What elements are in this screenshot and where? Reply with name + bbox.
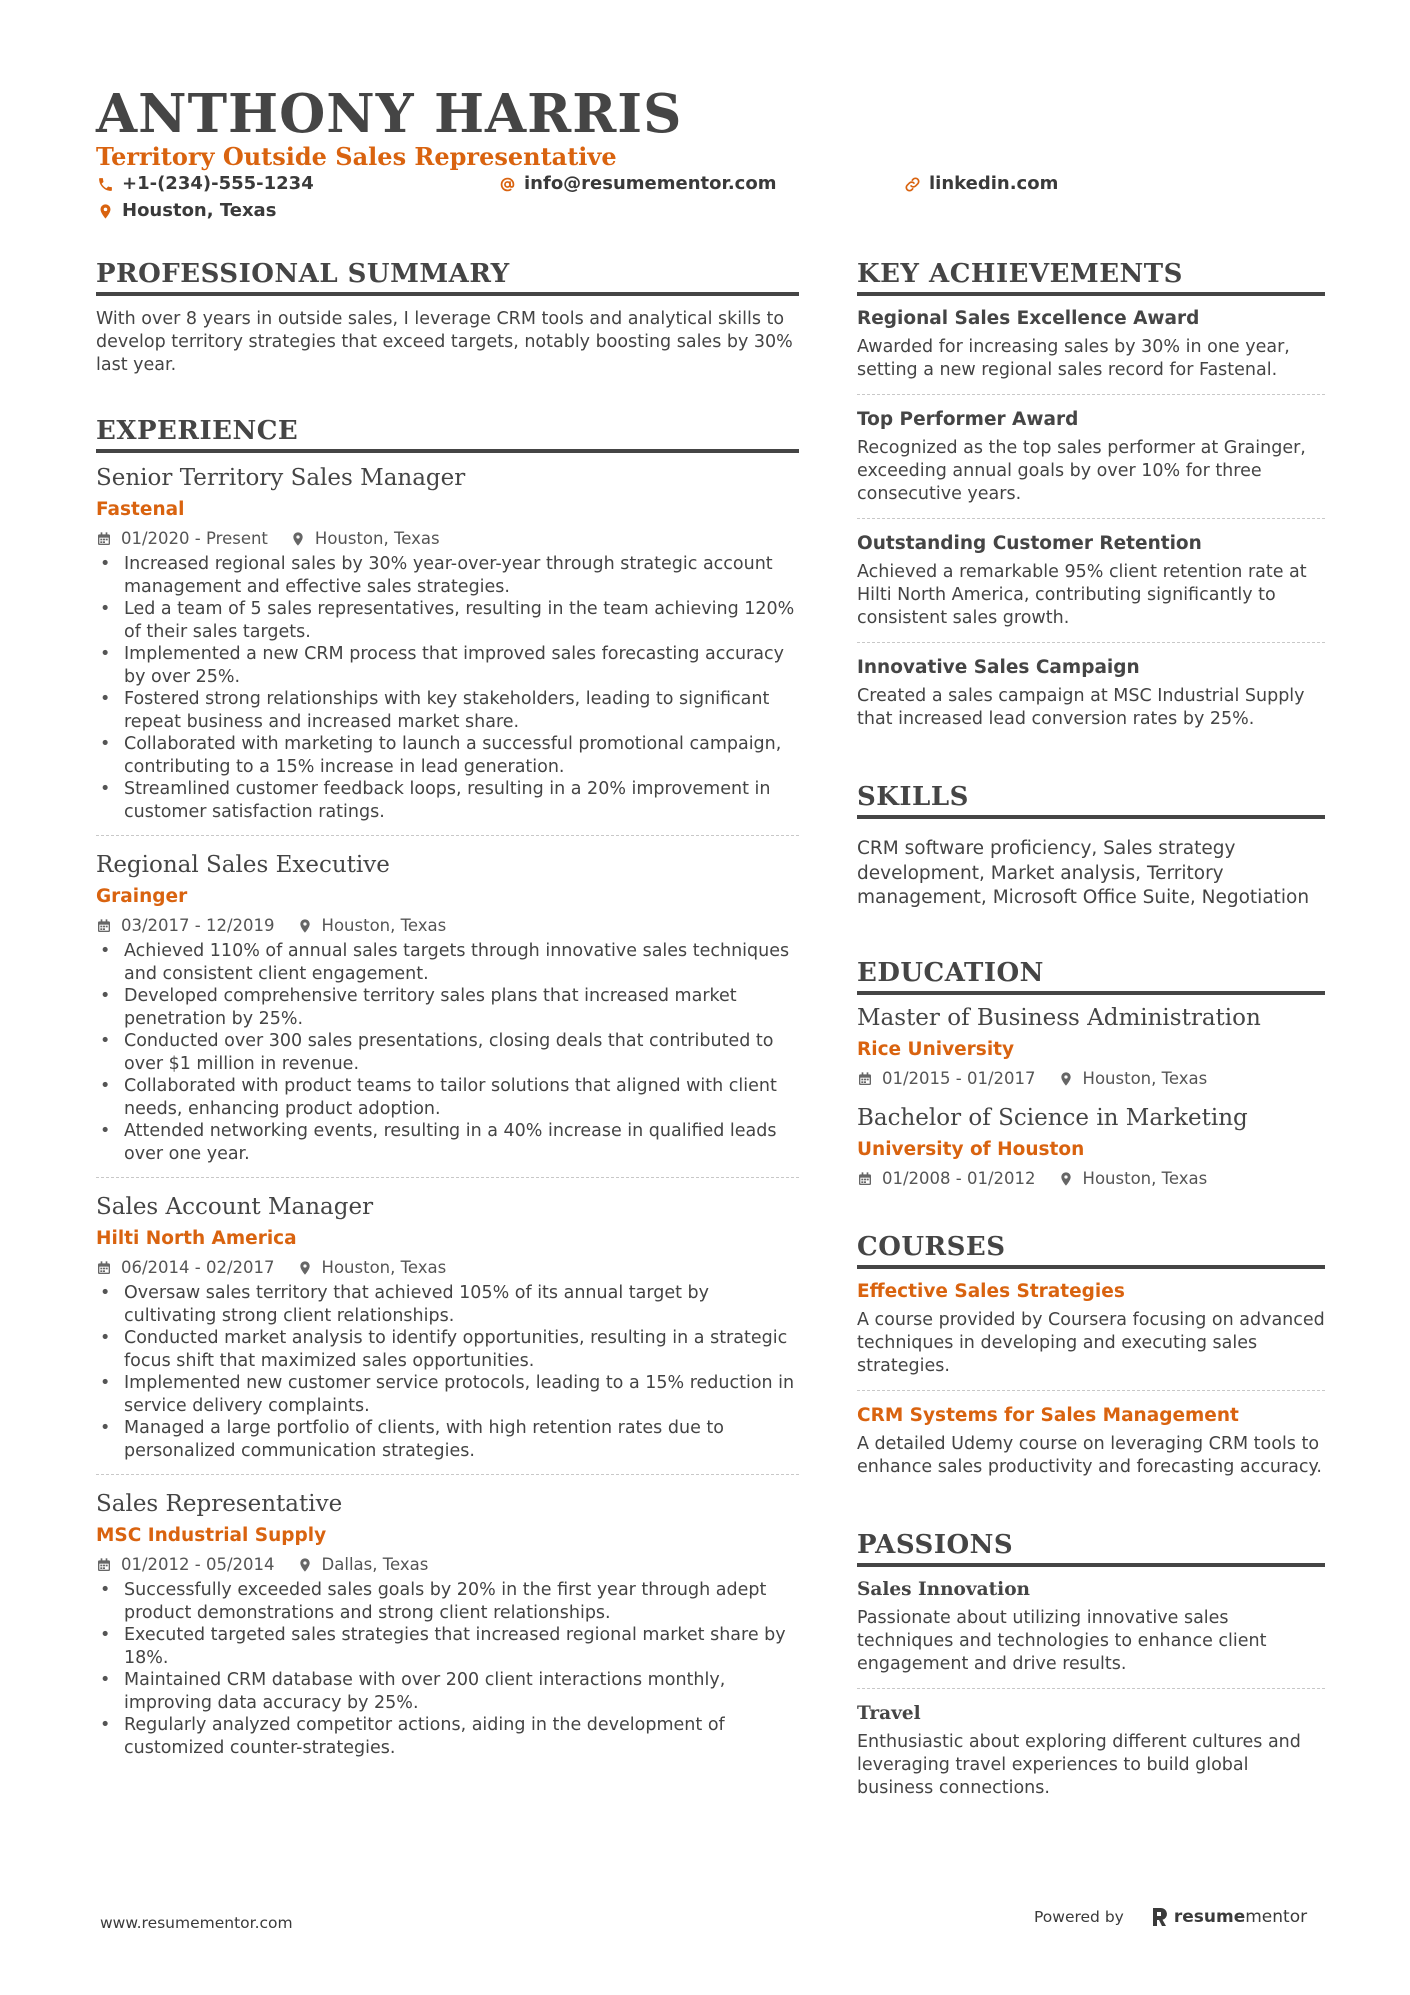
phone-icon	[96, 175, 114, 193]
achievements-section	[857, 258, 1325, 743]
courses-heading: COURSES	[857, 1231, 1325, 1269]
calendar-icon	[857, 1171, 873, 1187]
passion-text: Passionate about utilizing innovative sales techniques and technologies to enhance client engagement and drive results.	[857, 1607, 1267, 1674]
job-bullets	[96, 940, 799, 1165]
job-location	[290, 527, 440, 551]
job-company: Fastenal	[96, 499, 185, 520]
job-bullets	[96, 1579, 799, 1759]
degree-title: Master of Business Administration	[857, 1004, 1261, 1031]
location-text: Houston, Texas	[122, 200, 277, 221]
bullet-item: • Implemented a new CRM process that improved sales forecasting accuracy by over 25%.	[96, 643, 799, 688]
passions-heading: PASSIONS	[857, 1529, 1325, 1567]
footer-powered	[1034, 1907, 1307, 1927]
education-entry	[857, 995, 1325, 1097]
education-location	[1058, 1067, 1208, 1091]
left-column	[96, 258, 799, 1771]
skills-section	[857, 781, 1325, 911]
achievement-text: Achieved a remarkable 95% client retention rate at Hilti North America, contributing significantly to consistent sales growth.	[857, 562, 1307, 628]
powered-by-text: Powered by	[1034, 1908, 1124, 1926]
contact-location	[96, 199, 276, 223]
job-dates-text: 03/2017 - 12/2019	[121, 916, 275, 935]
achievement-item	[857, 296, 1325, 395]
job-location	[297, 1553, 429, 1577]
job-company: Hilti North America	[96, 1228, 297, 1249]
at-sign-icon	[498, 175, 516, 193]
job-dates	[96, 1256, 275, 1280]
summary-section	[96, 258, 799, 377]
bullet-item: • Managed a large portfolio of clients, with high retention rates due to personalized communication strategies.	[96, 1417, 799, 1462]
candidate-name: ANTHONY HARRIS	[96, 83, 683, 145]
calendar-icon	[96, 1260, 112, 1276]
job-dates-text: 01/2012 - 05/2014	[121, 1555, 275, 1574]
courses-section	[857, 1231, 1325, 1491]
achievement-title: Outstanding Customer Retention	[857, 533, 1202, 554]
bullet-item: • Successfully exceeded sales goals by 20% in the first year through adept product demonstrations and strong client relationships.	[96, 1579, 799, 1624]
job-entry	[96, 1178, 799, 1475]
achievement-title: Top Performer Award	[857, 409, 1079, 430]
achievement-text: Recognized as the top sales performer at Grainger, exceeding annual goals by over 10% for three consecutive years.	[857, 438, 1306, 504]
map-pin-icon	[1058, 1071, 1074, 1087]
job-location-text: Houston, Texas	[314, 529, 440, 548]
job-bullets	[96, 553, 799, 823]
achievement-text: Created a sales campaign at MSC Industrial Supply that increased lead conversion rates by 25%.	[857, 686, 1305, 729]
education-dates	[857, 1167, 1036, 1191]
job-location-text: Houston, Texas	[321, 916, 447, 935]
school-name: Rice University	[857, 1038, 1015, 1060]
education-dates-text: 01/2015 - 01/2017	[882, 1068, 1036, 1088]
contact-email[interactable]	[498, 172, 776, 196]
bullet-item: • Regularly analyzed competitor actions, aiding in the development of customized counter-strategies.	[96, 1714, 799, 1759]
job-location-text: Houston, Texas	[321, 1258, 447, 1277]
linkedin-text: linkedin.com	[929, 173, 1059, 194]
education-dates-text: 01/2008 - 01/2012	[882, 1168, 1036, 1188]
education-heading: EDUCATION	[857, 957, 1325, 995]
job-location	[297, 1256, 447, 1280]
skills-heading: SKILLS	[857, 781, 1325, 819]
achievements-heading: KEY ACHIEVEMENTS	[857, 258, 1325, 296]
bullet-item: • Developed comprehensive territory sales plans that increased market penetration by 25%.	[96, 985, 799, 1030]
job-title: Regional Sales Executive	[96, 852, 390, 878]
map-pin-icon	[297, 1260, 313, 1276]
calendar-icon	[96, 1557, 112, 1573]
job-dates	[96, 1553, 275, 1577]
achievement-item	[857, 519, 1325, 643]
email-text: info@resumementor.com	[524, 173, 777, 194]
right-column	[857, 258, 1325, 1812]
passions-section	[857, 1529, 1325, 1812]
education-location-text: Houston, Texas	[1082, 1068, 1208, 1088]
education-section	[857, 957, 1325, 1203]
map-pin-icon	[290, 531, 306, 547]
achievement-item	[857, 643, 1325, 743]
summary-heading: PROFESSIONAL SUMMARY	[96, 258, 799, 296]
course-item	[857, 1391, 1325, 1491]
bullet-item: • Collaborated with marketing to launch a successful promotional campaign, contributing to a 15% increase in lead generation.	[96, 733, 799, 778]
job-entry	[96, 1475, 799, 1771]
education-location-text: Houston, Texas	[1082, 1168, 1208, 1188]
bullet-item: • Implemented new customer service protocols, leading to a 15% reduction in service delivery complaints.	[96, 1372, 799, 1417]
job-dates	[96, 914, 275, 938]
map-pin-icon	[297, 1557, 313, 1573]
bullet-item: • Achieved 110% of annual sales targets through innovative sales techniques and consistent client engagement.	[96, 940, 799, 985]
education-location	[1058, 1167, 1208, 1191]
passion-item	[857, 1567, 1325, 1689]
course-text: A course provided by Coursera focusing on advanced techniques in developing and executing sales strategies.	[857, 1309, 1325, 1376]
map-pin-icon	[1058, 1171, 1074, 1187]
education-meta	[857, 1067, 1325, 1091]
bullet-item: • Collaborated with product teams to tailor solutions that aligned with client needs, enhancing product adoption.	[96, 1075, 799, 1120]
passion-item	[857, 1689, 1325, 1812]
degree-title: Bachelor of Science in Marketing	[857, 1104, 1248, 1131]
job-dates	[96, 527, 268, 551]
bullet-item: • Fostered strong relationships with key stakeholders, leading to significant repeat business and increased market share.	[96, 688, 799, 733]
job-title: Senior Territory Sales Manager	[96, 465, 466, 491]
job-location	[297, 914, 447, 938]
education-dates	[857, 1067, 1036, 1091]
bullet-item: • Oversaw sales territory that achieved 105% of its annual target by cultivating strong client relationships.	[96, 1282, 799, 1327]
job-company: MSC Industrial Supply	[96, 1525, 327, 1546]
achievement-title: Regional Sales Excellence Award	[857, 308, 1200, 329]
achievement-title: Innovative Sales Campaign	[857, 657, 1140, 678]
passion-title: Travel	[857, 1702, 921, 1724]
resumementor-logo-icon	[1152, 1907, 1168, 1927]
calendar-icon	[96, 918, 112, 934]
job-company: Grainger	[96, 886, 188, 907]
brand-resume: resume	[1173, 1907, 1246, 1927]
course-text: A detailed Udemy course on leveraging CRM tools to enhance sales productivity and forecasting accuracy.	[857, 1433, 1322, 1477]
course-item	[857, 1269, 1325, 1391]
brand-mentor: mentor	[1245, 1907, 1308, 1927]
bullet-item: • Maintained CRM database with over 200 client interactions monthly, improving data accuracy by 25%.	[96, 1669, 799, 1714]
contact-linkedin[interactable]	[903, 172, 1058, 196]
map-pin-icon	[96, 202, 114, 220]
bullet-item: • Attended networking events, resulting in a 40% increase in qualified leads over one year.	[96, 1120, 799, 1165]
job-meta	[96, 914, 799, 938]
job-meta	[96, 1256, 799, 1280]
job-entry	[96, 453, 799, 836]
job-meta	[96, 527, 799, 551]
education-entry	[857, 1097, 1325, 1203]
phone-text: +1-(234)-555-1234	[122, 173, 314, 194]
bullet-item: • Streamlined customer feedback loops, resulting in a 20% improvement in customer satisfaction ratings.	[96, 778, 799, 823]
map-pin-icon	[297, 918, 313, 934]
achievement-text: Awarded for increasing sales by 30% in one year, setting a new regional sales record for Fastenal.	[857, 337, 1290, 380]
job-location-text: Dallas, Texas	[321, 1555, 429, 1574]
link-icon	[903, 175, 921, 193]
education-meta	[857, 1167, 1325, 1191]
job-title: Sales Account Manager	[96, 1194, 374, 1220]
footer-website[interactable]: www.resumementor.com	[100, 1914, 293, 1932]
job-dates-text: 01/2020 - Present	[121, 529, 268, 548]
brand-logo[interactable]	[1152, 1907, 1307, 1927]
calendar-icon	[857, 1071, 873, 1087]
passion-text: Enthusiastic about exploring different cultures and leveraging travel experiences to build global business connections.	[857, 1731, 1301, 1798]
job-meta	[96, 1553, 799, 1577]
skills-text: CRM software proficiency, Sales strategy development, Market analysis, Territory management, Microsoft Office Suite, Negotiation	[857, 838, 1310, 908]
bullet-item: • Conducted market analysis to identify opportunities, resulting in a strategic focus shift that maximized sales opportunities.	[96, 1327, 799, 1372]
achievement-item	[857, 395, 1325, 519]
bullet-item: • Conducted over 300 sales presentations, closing deals that contributed to over $1 million in revenue.	[96, 1030, 799, 1075]
candidate-title: Territory Outside Sales Representative	[96, 142, 617, 171]
calendar-icon	[96, 531, 112, 547]
course-title: Effective Sales Strategies	[857, 1280, 1125, 1302]
experience-section	[96, 415, 799, 1771]
experience-heading: EXPERIENCE	[96, 415, 799, 453]
passion-title: Sales Innovation	[857, 1578, 1030, 1600]
job-bullets	[96, 1282, 799, 1462]
bullet-item: • Increased regional sales by 30% year-over-year through strategic account management and effective sales strategies.	[96, 553, 799, 598]
bullet-item: • Executed targeted sales strategies that increased regional market share by 18%.	[96, 1624, 799, 1669]
job-title: Sales Representative	[96, 1491, 343, 1517]
summary-text: With over 8 years in outside sales, I leverage CRM tools and analytical skills to develop territory strategies that exceed targets, notably boosting sales by 30% last year.	[96, 309, 793, 375]
job-entry	[96, 836, 799, 1178]
job-dates-text: 06/2014 - 02/2017	[121, 1258, 275, 1277]
contact-phone[interactable]	[96, 172, 314, 196]
bullet-item: • Led a team of 5 sales representatives, resulting in the team achieving 120% of their sales targets.	[96, 598, 799, 643]
school-name: University of Houston	[857, 1138, 1085, 1160]
course-title: CRM Systems for Sales Management	[857, 1404, 1239, 1426]
